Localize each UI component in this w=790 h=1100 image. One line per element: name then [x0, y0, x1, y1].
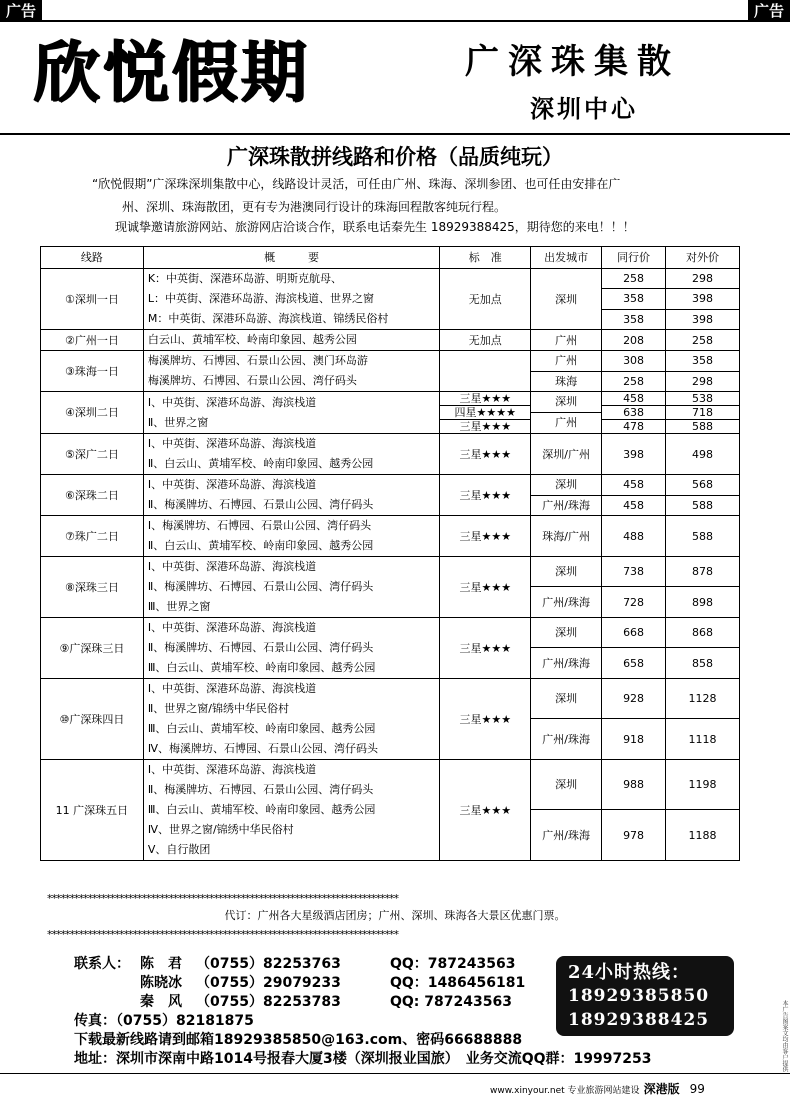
route-summary — [143, 351, 439, 392]
booking-note: 代订：广州各大星级酒店团房；广州、深圳、珠海各大景区优惠门票。 — [224, 909, 566, 922]
trade-price: 358 — [602, 309, 666, 329]
page-number: 99 — [689, 1082, 705, 1096]
trade-price: 208 — [602, 330, 666, 351]
route-summary — [143, 760, 439, 861]
footer-rule — [0, 1073, 790, 1074]
footer-site: www.xinyour.net 专业旅游网站建设 — [490, 1086, 640, 1096]
summary-line: Ⅰ、中英街、深港环岛游、海滨栈道 — [147, 478, 317, 491]
intro-paragraph — [92, 173, 702, 219]
summary-line: M：中英街、深港环岛游、海滨栈道、锦绣民俗村 — [147, 312, 389, 325]
route-city: 深圳 — [531, 557, 602, 587]
trade-price: 398 — [602, 434, 666, 475]
public-price: 498 — [666, 434, 740, 475]
public-price: 298 — [666, 371, 740, 392]
table-row — [41, 618, 740, 628]
table-row — [41, 760, 740, 770]
trade-price: 458 — [602, 392, 666, 406]
public-price: 878 — [666, 557, 740, 587]
trade-price: 258 — [602, 371, 666, 392]
route-city: 珠海 — [531, 371, 602, 392]
summary-line: K：中英街、深港环岛游、明斯克航母、 — [147, 272, 343, 285]
trade-price: 258 — [602, 269, 666, 289]
summary-line: Ⅱ、梅溪牌坊、石博园、石景山公园、湾仔码头 — [147, 641, 374, 654]
trade-price: 918 — [602, 719, 666, 760]
top-rule — [0, 20, 790, 22]
public-price: 1118 — [666, 719, 740, 760]
route-standard: 三星★★★ — [440, 557, 531, 618]
public-price: 538 — [666, 392, 740, 406]
route-standard: 四星★★★★ — [440, 406, 531, 420]
route-city: 深圳 — [531, 679, 602, 719]
hotline-title: 24小时热线： — [568, 962, 691, 983]
public-price: 398 — [666, 289, 740, 309]
intro-line-1: “欣悦假期”广深珠深圳集散中心，线路设计灵活，可任由广州、珠海、深圳参团、也可任由安排在广 — [92, 177, 621, 191]
route-standard: 三星★★★ — [440, 475, 531, 516]
download-line: 下载最新线路请到邮箱18929385850@163.com、密码66688888 — [74, 1032, 523, 1048]
trade-price: 488 — [602, 516, 666, 557]
route-standard: 三星★★★ — [440, 420, 531, 434]
route-summary — [143, 516, 439, 557]
route-name: ④深圳二日 — [41, 392, 144, 434]
route-city: 广州/珠海 — [531, 810, 602, 861]
summary-line: Ⅰ、中英街、深港环岛游、海滨栈道 — [147, 763, 317, 776]
public-price: 898 — [666, 587, 740, 618]
summary-line: Ⅳ、世界之窗/锦绣中华民俗村 — [147, 823, 294, 836]
route-standard: 三星★★★ — [440, 618, 531, 679]
star-divider-top: ****************************************************************************** — [47, 893, 398, 905]
public-price: 298 — [666, 269, 740, 289]
header-standard: 标 准 — [440, 247, 531, 269]
route-standard: 三星★★★ — [440, 434, 531, 475]
route-city: 深圳 — [531, 618, 602, 648]
summary-line: L：中英街、深港环岛游、海滨栈道、世界之窗 — [147, 292, 374, 305]
hotline-number: 18929388425 — [568, 1010, 710, 1030]
trade-price: 638 — [602, 406, 666, 420]
summary-line: Ⅰ、中英街、深港环岛游、海滨栈道 — [147, 682, 317, 695]
route-name: ②广州一日 — [41, 330, 144, 351]
public-price: 258 — [666, 330, 740, 351]
summary-line: Ⅲ、白云山、黄埔军校、岭南印象园、越秀公园 — [147, 661, 376, 674]
table-row — [41, 269, 740, 289]
route-summary — [143, 434, 439, 475]
public-price: 858 — [666, 648, 740, 679]
table-row — [41, 557, 740, 567]
route-name: ③珠海一日 — [41, 351, 144, 392]
header-trade-price: 同行价 — [602, 247, 666, 269]
route-name: ⑥深珠二日 — [41, 475, 144, 516]
public-price: 398 — [666, 309, 740, 329]
star-divider-bottom: ****************************************************************************** — [47, 929, 398, 941]
trade-price: 358 — [602, 289, 666, 309]
public-price: 588 — [666, 420, 740, 434]
summary-line: Ⅱ、世界之窗 — [147, 415, 209, 429]
hotline-box — [556, 956, 734, 1036]
route-city: 珠海/广州 — [531, 516, 602, 557]
route-standard: 无加点 — [440, 330, 531, 351]
summary-line: Ⅱ、梅溪牌坊、石博园、石景山公园、湾仔码头 — [147, 783, 374, 796]
trade-price: 458 — [602, 495, 666, 516]
summary-line: Ⅱ、白云山、黄埔军校、岭南印象园、越秀公园 — [147, 457, 374, 470]
public-price: 568 — [666, 475, 740, 496]
trade-price: 308 — [602, 351, 666, 372]
contact-qq: QQ：787243563 — [390, 956, 516, 972]
table-row — [41, 516, 740, 537]
summary-line: Ⅱ、白云山、黄埔军校、岭南印象园、越秀公园 — [147, 539, 374, 552]
routes-table — [40, 246, 740, 861]
route-standard: 三星★★★ — [440, 516, 531, 557]
route-standard: 三星★★★ — [440, 679, 531, 760]
route-city: 广州/珠海 — [531, 648, 602, 679]
summary-line: 梅溪牌坊、石博园、石景山公园、湾仔码头 — [147, 374, 357, 387]
route-city: 广州/珠海 — [531, 719, 602, 760]
header-city: 出发城市 — [531, 247, 602, 269]
route-summary — [143, 557, 439, 618]
route-summary — [143, 269, 439, 330]
ad-label-right: 广告 — [748, 0, 790, 22]
route-summary — [143, 330, 439, 351]
route-city: 深圳 — [531, 760, 602, 810]
route-name: ⑦珠广二日 — [41, 516, 144, 557]
contact-qq: QQ：1486456181 — [390, 975, 526, 991]
route-city: 广州 — [531, 330, 602, 351]
table-row — [41, 392, 740, 399]
route-city: 深圳/广州 — [531, 434, 602, 475]
summary-line: 梅溪牌坊、石博园、石景山公园、澳门环岛游 — [147, 354, 368, 367]
table-row — [41, 475, 740, 496]
public-price: 1188 — [666, 810, 740, 861]
route-city: 深圳 — [531, 475, 602, 496]
trade-price: 988 — [602, 760, 666, 810]
contact-phone: （0755）82253763 — [196, 956, 341, 972]
contact-phone: （0755）29079233 — [196, 975, 341, 991]
public-price: 588 — [666, 516, 740, 557]
route-city: 广州/珠海 — [531, 587, 602, 618]
center-subtitle: 深圳中心 — [530, 95, 638, 123]
summary-line: Ⅰ、梅溪牌坊、石博园、石景山公园、湾仔码头 — [147, 519, 372, 532]
brand-logo-text: 欣悦假期 — [34, 34, 310, 111]
route-name: ⑤深广二日 — [41, 434, 144, 475]
summary-line: Ⅳ、梅溪牌坊、石博园、石景山公园、湾仔码头 — [147, 742, 378, 755]
route-name: ⑧深珠三日 — [41, 557, 144, 618]
footer-edition: 深港版 — [643, 1082, 680, 1096]
contact-name: 陈 君 — [140, 956, 182, 972]
public-price: 1198 — [666, 760, 740, 810]
summary-line: Ⅰ、中英街、深港环岛游、海滨栈道 — [147, 437, 317, 450]
hotline-number: 18929385850 — [568, 986, 710, 1006]
contact-phone: （0755）82253783 — [196, 994, 341, 1010]
route-name: ⑨广深珠三日 — [41, 618, 144, 679]
route-standard: 无加点 — [440, 269, 531, 330]
route-standard — [440, 351, 531, 392]
page-headline: 广深珠散拼线路和价格（品质纯玩） — [227, 145, 563, 169]
summary-line: Ⅰ、中英街、深港环岛游、海滨栈道 — [147, 621, 317, 634]
route-city: 深圳 — [531, 392, 602, 413]
summary-line: Ⅲ、白云山、黄埔军校、岭南印象园、越秀公园 — [147, 722, 376, 735]
table-row — [41, 679, 740, 699]
table-row — [41, 330, 740, 351]
trade-price: 978 — [602, 810, 666, 861]
trade-price: 668 — [602, 618, 666, 648]
ad-label-left: 广告 — [0, 0, 42, 22]
contact-name: 陈晓冰 — [140, 975, 182, 991]
public-price: 358 — [666, 351, 740, 372]
public-price: 868 — [666, 618, 740, 648]
contact-name: 秦 风 — [140, 994, 182, 1010]
header-divider — [0, 133, 790, 135]
summary-line: 白云山、黄埔军校、岭南印象园、越秀公园 — [147, 333, 357, 346]
route-standard: 三星★★★ — [440, 760, 531, 861]
route-city: 广州/珠海 — [531, 495, 602, 516]
route-summary — [143, 392, 439, 434]
route-city: 深圳 — [531, 269, 602, 330]
header-route: 线路 — [41, 247, 144, 269]
trade-price: 728 — [602, 587, 666, 618]
route-summary — [143, 618, 439, 679]
header-public-price: 对外价 — [666, 247, 740, 269]
route-name: ①深圳一日 — [41, 269, 144, 330]
summary-line: Ⅱ、梅溪牌坊、石博园、石景山公园、湾仔码头 — [147, 580, 374, 593]
trade-price: 928 — [602, 679, 666, 719]
intro-line-2: 州、深圳、珠海散团，更有专为港澳同行设计的珠海回程散客纯玩行程。 — [122, 200, 507, 214]
summary-line: Ⅲ、白云山、黄埔军校、岭南印象园、越秀公园 — [147, 803, 376, 816]
trade-price: 458 — [602, 475, 666, 496]
summary-line: Ⅰ、中英街、深港环岛游、海滨栈道 — [147, 560, 317, 573]
public-price: 1128 — [666, 679, 740, 719]
table-header-row — [41, 247, 740, 269]
contact-qq: QQ: 787243563 — [390, 994, 512, 1010]
route-standard: 三星★★★ — [440, 392, 531, 406]
trade-price: 738 — [602, 557, 666, 587]
public-price: 718 — [666, 406, 740, 420]
route-city: 广州 — [531, 412, 602, 433]
route-summary — [143, 679, 439, 760]
side-disclaimer: 本广告图案文均由客户提供 — [781, 1000, 788, 1072]
summary-line: Ⅱ、梅溪牌坊、石博园、石景山公园、湾仔码头 — [147, 498, 374, 511]
cooperation-line: 现诚挚邀请旅游网站、旅游网店洽谈合作，联系电话秦先生 18929388425，期待您的来电！！！ — [115, 220, 635, 234]
table-row — [41, 351, 740, 372]
route-name: ⑩广深珠四日 — [41, 679, 144, 760]
trade-price: 478 — [602, 420, 666, 434]
summary-line: Ⅲ、世界之窗 — [147, 600, 211, 613]
summary-line: Ⅴ、自行散团 — [147, 843, 211, 856]
summary-line: Ⅰ、中英街、深港环岛游、海滨栈道 — [147, 395, 317, 409]
trade-price: 658 — [602, 648, 666, 679]
header-summary: 概 要 — [143, 247, 439, 269]
public-price: 588 — [666, 495, 740, 516]
contact-label: 联系人： — [74, 956, 130, 972]
route-name: 11 广深珠五日 — [41, 760, 144, 861]
summary-line: Ⅱ、世界之窗/锦绣中华民俗村 — [147, 702, 289, 715]
route-city: 广州 — [531, 351, 602, 372]
table-row — [41, 434, 740, 455]
center-title: 广深珠集散 — [465, 42, 680, 82]
fax-line: 传真：（0755）82181875 — [74, 1013, 254, 1029]
route-summary — [143, 475, 439, 516]
footer — [490, 1082, 705, 1098]
address-line: 地址：深圳市深南中路1014号报春大厦3楼（深圳报业国旅） 业务交流QQ群：19997253 — [74, 1051, 652, 1067]
